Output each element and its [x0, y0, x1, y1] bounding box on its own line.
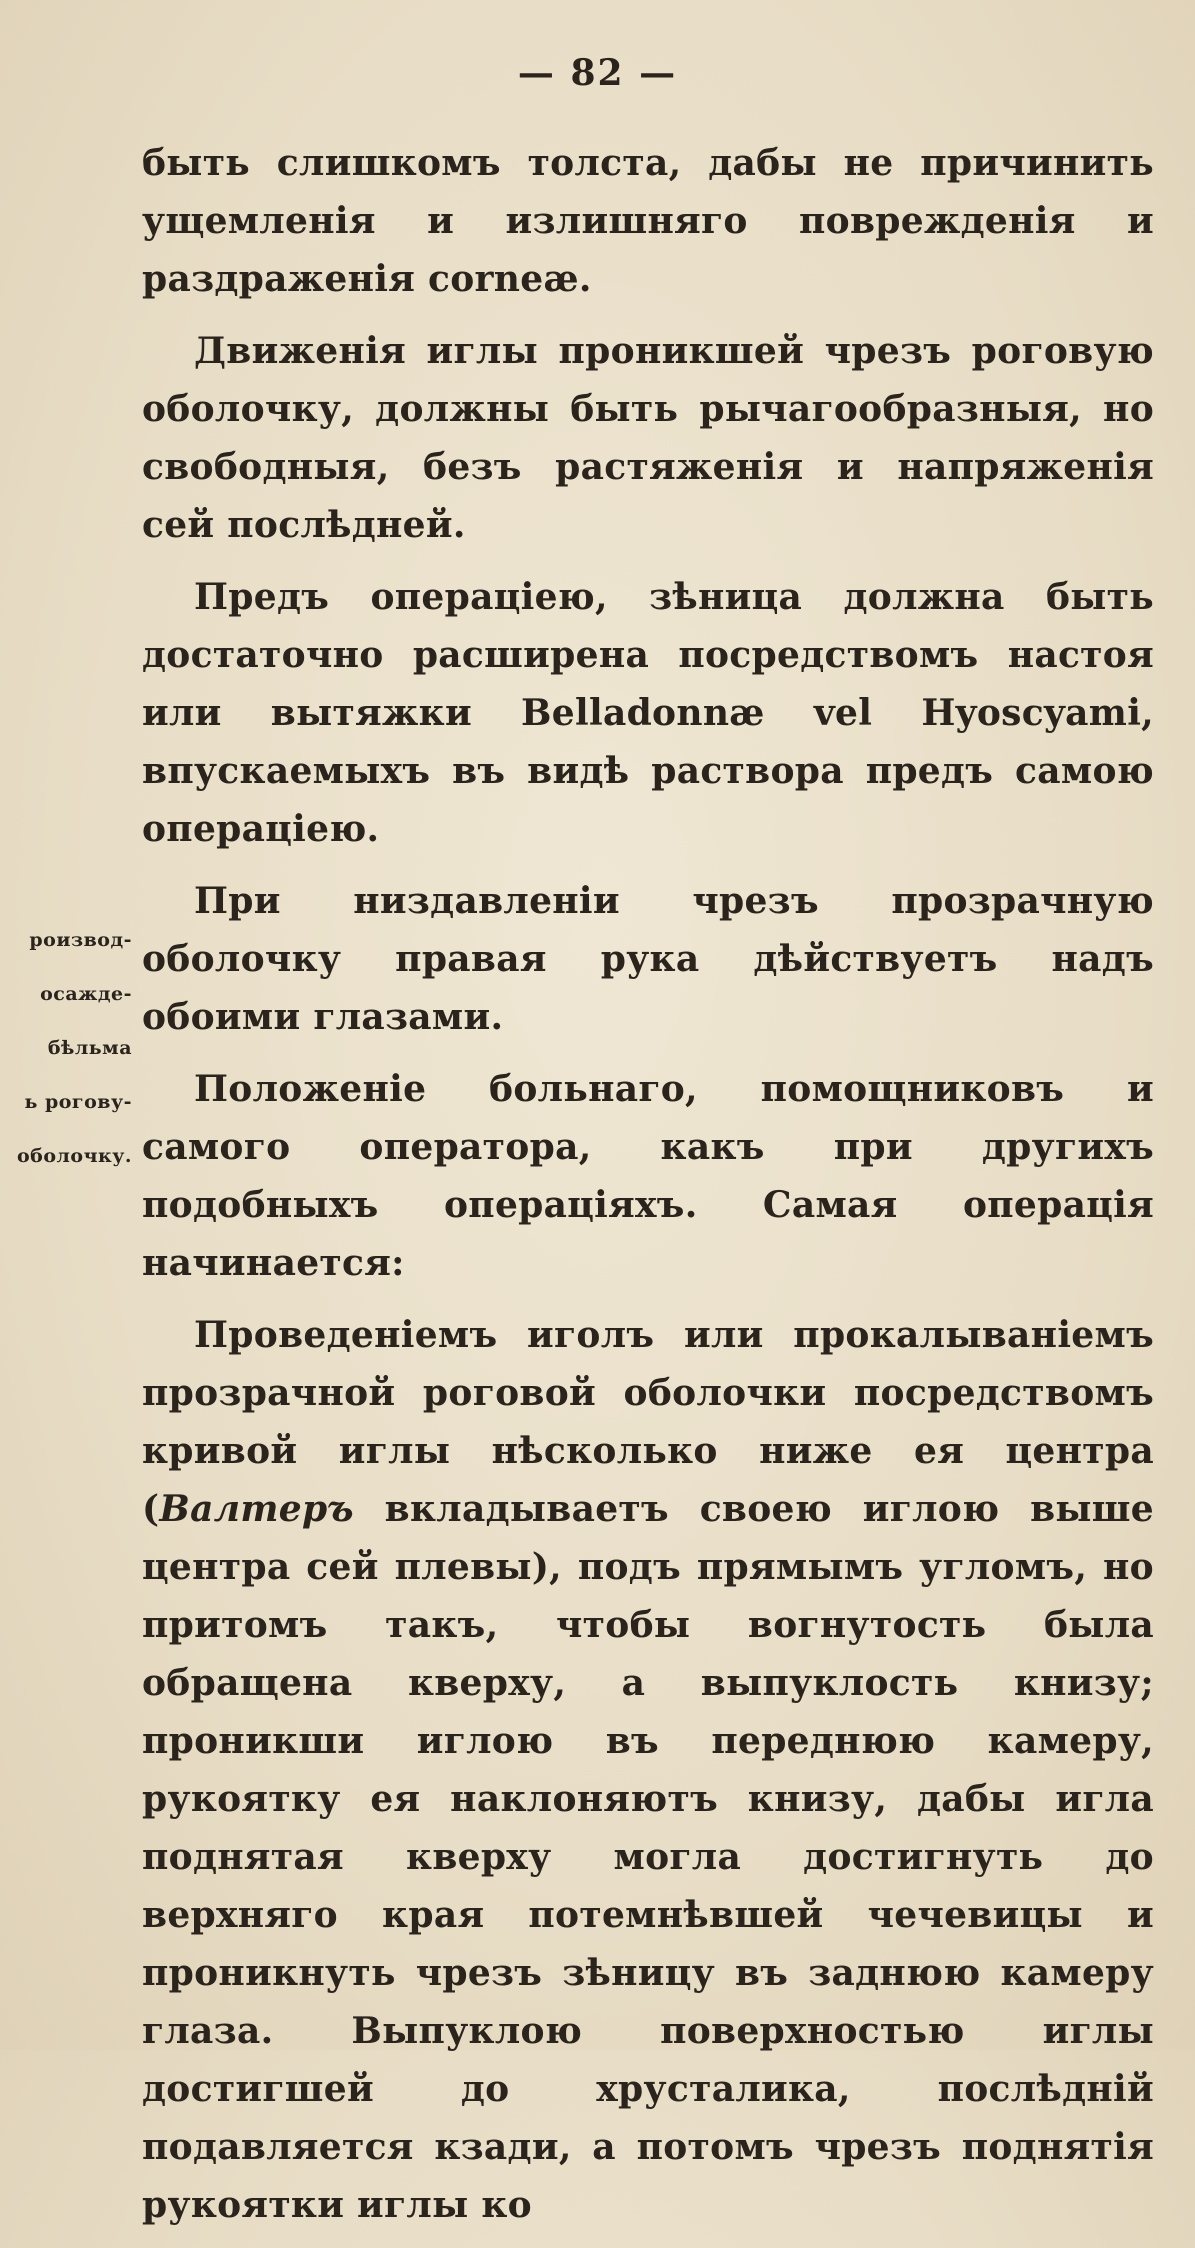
- procedure-text-start: Проведеніемъ иголъ или прокалываніемъ прозрачной роговой оболочки посредствомъ кривой иглы нѣсколько ниже ея центра (: [142, 1314, 1154, 1530]
- paragraph-right-hand: При низдавленіи чрезъ прозрачную оболочку правая рука дѣйствуетъ надъ обоими глазами.: [142, 880, 1154, 1038]
- procedure-text-end: вкладываетъ своею иглою выше центра сей плевы), подъ прямымъ угломъ, но притомъ такъ, чтобы вогнутость была обращена кверху, а выпуклость книзу; проникши иглою въ переднюю камеру, рукоятку ея наклоняютъ книзу, дабы игла поднятая кверху могла достигнуть до верхняго края потемнѣвшей чечевицы и проникнуть чрезъ зѣницу въ заднюю камеру глаза. Выпуклою поверхностью иглы достигшей до хрусталика, послѣдній подавляется кзади, а потомъ чрезъ поднятія рукоятки иглы ко: [142, 1488, 1154, 2226]
- paragraph-patient-position: Положеніе больнаго, помощниковъ и самого оператора, какъ при другихъ подобныхъ операціяхъ. Самая операція начинается:: [142, 1068, 1154, 1284]
- paragraph-needle-movement: Движенія иглы проникшей чрезъ роговую оболочку, должны быть рычагообразныя, но свободныя, безъ растяженія и напряженія сей послѣдней.: [142, 330, 1154, 546]
- margin-note: [0, 900, 132, 1197]
- paragraph-pupil-dilation: Предъ операціею, зѣница должна быть достаточно расширена посредствомъ настоя или вытяжки Belladonnæ vel Hyoscyami, впускаемыхъ въ видѣ раствора предъ самою операціею.: [142, 576, 1154, 850]
- paragraph-continuation: быть слишкомъ толста, дабы не причинить ущемленія и излишняго поврежденія и раздраженія corneæ.: [142, 142, 1154, 300]
- margin-note-line: оболочку.: [17, 1145, 132, 1167]
- margin-note-line: осажде-: [40, 983, 132, 1005]
- body-text: [142, 134, 1154, 2248]
- margin-note-line: бѣльма: [47, 1037, 132, 1059]
- page-number: — 82 —: [517, 52, 678, 94]
- margin-note-line: роизвод-: [29, 929, 132, 951]
- procedure-italic-name: Валтеръ: [159, 1488, 354, 1530]
- paragraph-operation-procedure: [142, 1306, 1154, 2234]
- margin-note-line: ь рогову-: [24, 1091, 132, 1113]
